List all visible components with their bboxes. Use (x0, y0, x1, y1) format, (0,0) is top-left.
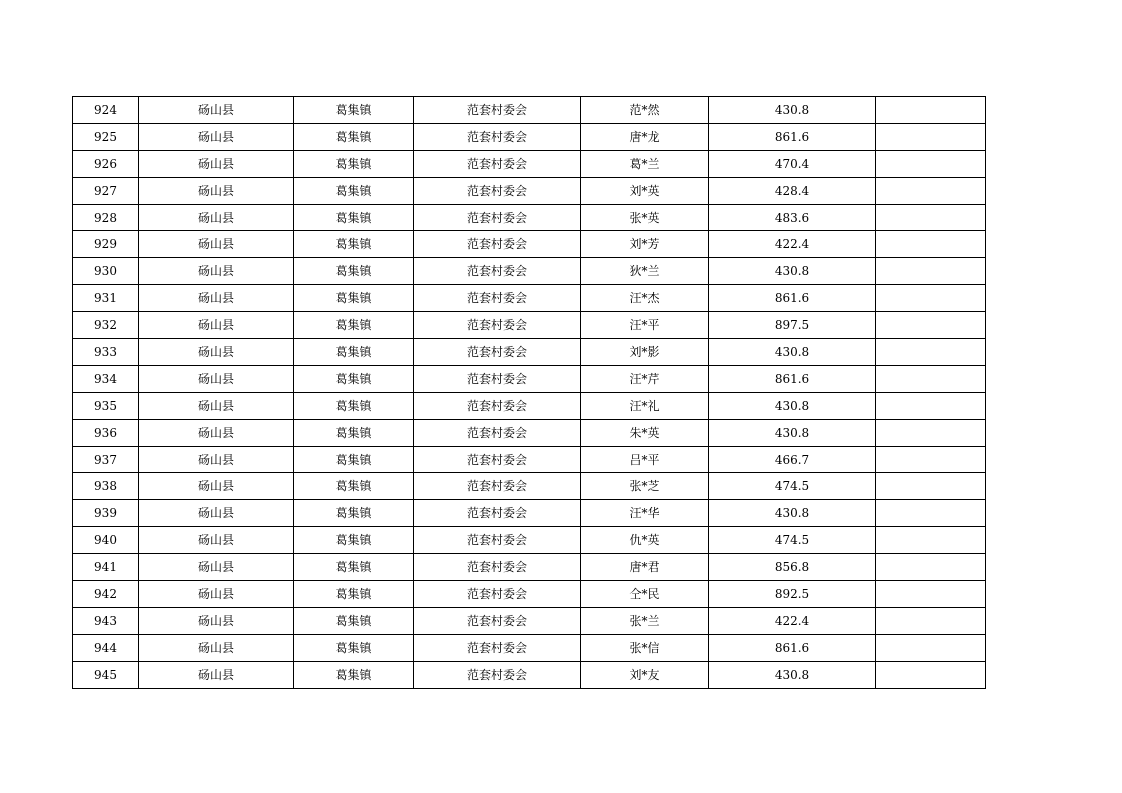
table-row (73, 446, 986, 473)
cell-county: 砀山县 (139, 285, 294, 312)
cell-village: 范套村委会 (414, 419, 581, 446)
cell-village: 范套村委会 (414, 285, 581, 312)
cell-town: 葛集镇 (294, 607, 414, 634)
table-row (73, 150, 986, 177)
cell-county: 砀山县 (139, 473, 294, 500)
cell-amount: 861.6 (709, 634, 876, 661)
cell-county: 砀山县 (139, 339, 294, 366)
cell-remark (876, 204, 986, 231)
cell-county: 砀山县 (139, 231, 294, 258)
cell-county: 砀山县 (139, 177, 294, 204)
cell-name: 唐*龙 (581, 123, 709, 150)
cell-name: 仇*英 (581, 527, 709, 554)
table-row (73, 392, 986, 419)
cell-village: 范套村委会 (414, 581, 581, 608)
cell-amount: 428.4 (709, 177, 876, 204)
cell-town: 葛集镇 (294, 123, 414, 150)
cell-town: 葛集镇 (294, 527, 414, 554)
cell-amount: 430.8 (709, 97, 876, 124)
cell-town: 葛集镇 (294, 258, 414, 285)
cell-index: 938 (73, 473, 139, 500)
cell-name: 葛*兰 (581, 150, 709, 177)
cell-remark (876, 97, 986, 124)
cell-amount: 474.5 (709, 527, 876, 554)
cell-remark (876, 285, 986, 312)
cell-remark (876, 473, 986, 500)
cell-amount: 430.8 (709, 661, 876, 688)
cell-remark (876, 365, 986, 392)
cell-village: 范套村委会 (414, 392, 581, 419)
cell-amount: 430.8 (709, 419, 876, 446)
cell-village: 范套村委会 (414, 446, 581, 473)
table-row (73, 258, 986, 285)
cell-town: 葛集镇 (294, 365, 414, 392)
cell-county: 砀山县 (139, 419, 294, 446)
table-row (73, 500, 986, 527)
cell-name: 刘*友 (581, 661, 709, 688)
cell-index: 929 (73, 231, 139, 258)
cell-county: 砀山县 (139, 258, 294, 285)
cell-index: 930 (73, 258, 139, 285)
cell-county: 砀山县 (139, 607, 294, 634)
cell-name: 刘*英 (581, 177, 709, 204)
cell-remark (876, 231, 986, 258)
cell-town: 葛集镇 (294, 97, 414, 124)
cell-village: 范套村委会 (414, 607, 581, 634)
cell-index: 934 (73, 365, 139, 392)
cell-remark (876, 123, 986, 150)
cell-index: 933 (73, 339, 139, 366)
cell-remark (876, 607, 986, 634)
cell-name: 汪*华 (581, 500, 709, 527)
cell-name: 汪*平 (581, 312, 709, 339)
cell-village: 范套村委会 (414, 339, 581, 366)
cell-name: 张*芝 (581, 473, 709, 500)
table-row (73, 554, 986, 581)
cell-remark (876, 446, 986, 473)
cell-remark (876, 258, 986, 285)
cell-name: 张*英 (581, 204, 709, 231)
cell-index: 940 (73, 527, 139, 554)
cell-index: 944 (73, 634, 139, 661)
cell-town: 葛集镇 (294, 392, 414, 419)
cell-village: 范套村委会 (414, 231, 581, 258)
table-row (73, 231, 986, 258)
cell-amount: 861.6 (709, 285, 876, 312)
cell-remark (876, 554, 986, 581)
cell-name: 唐*君 (581, 554, 709, 581)
cell-county: 砀山县 (139, 527, 294, 554)
cell-county: 砀山县 (139, 446, 294, 473)
table-row (73, 661, 986, 688)
cell-county: 砀山县 (139, 365, 294, 392)
cell-remark (876, 177, 986, 204)
cell-index: 932 (73, 312, 139, 339)
cell-index: 939 (73, 500, 139, 527)
cell-remark (876, 339, 986, 366)
cell-name: 汪*杰 (581, 285, 709, 312)
cell-town: 葛集镇 (294, 312, 414, 339)
cell-county: 砀山县 (139, 97, 294, 124)
table-row (73, 473, 986, 500)
cell-remark (876, 527, 986, 554)
cell-name: 汪*礼 (581, 392, 709, 419)
cell-village: 范套村委会 (414, 204, 581, 231)
table-row (73, 581, 986, 608)
cell-town: 葛集镇 (294, 150, 414, 177)
document-page (72, 96, 986, 689)
cell-index: 936 (73, 419, 139, 446)
data-table (72, 96, 986, 689)
cell-remark (876, 419, 986, 446)
cell-amount: 892.5 (709, 581, 876, 608)
cell-amount: 430.8 (709, 339, 876, 366)
cell-town: 葛集镇 (294, 419, 414, 446)
cell-remark (876, 150, 986, 177)
table-row (73, 204, 986, 231)
cell-index: 931 (73, 285, 139, 312)
cell-county: 砀山县 (139, 661, 294, 688)
cell-index: 927 (73, 177, 139, 204)
cell-amount: 856.8 (709, 554, 876, 581)
cell-name: 刘*芳 (581, 231, 709, 258)
cell-amount: 474.5 (709, 473, 876, 500)
cell-village: 范套村委会 (414, 473, 581, 500)
cell-amount: 897.5 (709, 312, 876, 339)
cell-name: 张*信 (581, 634, 709, 661)
cell-amount: 470.4 (709, 150, 876, 177)
cell-remark (876, 661, 986, 688)
cell-amount: 422.4 (709, 607, 876, 634)
cell-village: 范套村委会 (414, 527, 581, 554)
cell-town: 葛集镇 (294, 581, 414, 608)
cell-name: 仝*民 (581, 581, 709, 608)
cell-town: 葛集镇 (294, 446, 414, 473)
cell-town: 葛集镇 (294, 339, 414, 366)
cell-index: 937 (73, 446, 139, 473)
cell-index: 935 (73, 392, 139, 419)
cell-county: 砀山县 (139, 581, 294, 608)
table-row (73, 634, 986, 661)
cell-county: 砀山县 (139, 554, 294, 581)
table-row (73, 339, 986, 366)
table-row (73, 365, 986, 392)
cell-village: 范套村委会 (414, 661, 581, 688)
table-body (73, 97, 986, 689)
cell-remark (876, 392, 986, 419)
cell-amount: 430.8 (709, 500, 876, 527)
cell-remark (876, 634, 986, 661)
cell-amount: 430.8 (709, 392, 876, 419)
cell-amount: 422.4 (709, 231, 876, 258)
cell-remark (876, 500, 986, 527)
cell-county: 砀山县 (139, 500, 294, 527)
cell-town: 葛集镇 (294, 177, 414, 204)
cell-village: 范套村委会 (414, 258, 581, 285)
cell-index: 945 (73, 661, 139, 688)
cell-name: 朱*英 (581, 419, 709, 446)
cell-village: 范套村委会 (414, 554, 581, 581)
cell-name: 张*兰 (581, 607, 709, 634)
cell-town: 葛集镇 (294, 554, 414, 581)
cell-town: 葛集镇 (294, 634, 414, 661)
cell-name: 刘*影 (581, 339, 709, 366)
table-row (73, 177, 986, 204)
cell-village: 范套村委会 (414, 500, 581, 527)
cell-town: 葛集镇 (294, 473, 414, 500)
cell-remark (876, 581, 986, 608)
cell-name: 汪*芹 (581, 365, 709, 392)
cell-village: 范套村委会 (414, 365, 581, 392)
cell-county: 砀山县 (139, 634, 294, 661)
cell-index: 941 (73, 554, 139, 581)
cell-amount: 466.7 (709, 446, 876, 473)
cell-village: 范套村委会 (414, 123, 581, 150)
cell-village: 范套村委会 (414, 97, 581, 124)
cell-name: 范*然 (581, 97, 709, 124)
cell-county: 砀山县 (139, 392, 294, 419)
cell-county: 砀山县 (139, 150, 294, 177)
cell-amount: 430.8 (709, 258, 876, 285)
cell-village: 范套村委会 (414, 634, 581, 661)
cell-index: 924 (73, 97, 139, 124)
cell-town: 葛集镇 (294, 500, 414, 527)
cell-remark (876, 312, 986, 339)
cell-town: 葛集镇 (294, 231, 414, 258)
cell-index: 926 (73, 150, 139, 177)
cell-name: 狄*兰 (581, 258, 709, 285)
cell-town: 葛集镇 (294, 285, 414, 312)
table-row (73, 527, 986, 554)
cell-amount: 861.6 (709, 123, 876, 150)
cell-index: 925 (73, 123, 139, 150)
cell-county: 砀山县 (139, 204, 294, 231)
table-row (73, 285, 986, 312)
cell-town: 葛集镇 (294, 204, 414, 231)
cell-index: 942 (73, 581, 139, 608)
cell-county: 砀山县 (139, 123, 294, 150)
cell-name: 吕*平 (581, 446, 709, 473)
table-row (73, 312, 986, 339)
cell-village: 范套村委会 (414, 312, 581, 339)
cell-village: 范套村委会 (414, 150, 581, 177)
cell-county: 砀山县 (139, 312, 294, 339)
cell-town: 葛集镇 (294, 661, 414, 688)
cell-village: 范套村委会 (414, 177, 581, 204)
table-row (73, 123, 986, 150)
cell-amount: 483.6 (709, 204, 876, 231)
table-row (73, 607, 986, 634)
cell-index: 928 (73, 204, 139, 231)
table-row (73, 419, 986, 446)
cell-index: 943 (73, 607, 139, 634)
table-row (73, 97, 986, 124)
cell-amount: 861.6 (709, 365, 876, 392)
